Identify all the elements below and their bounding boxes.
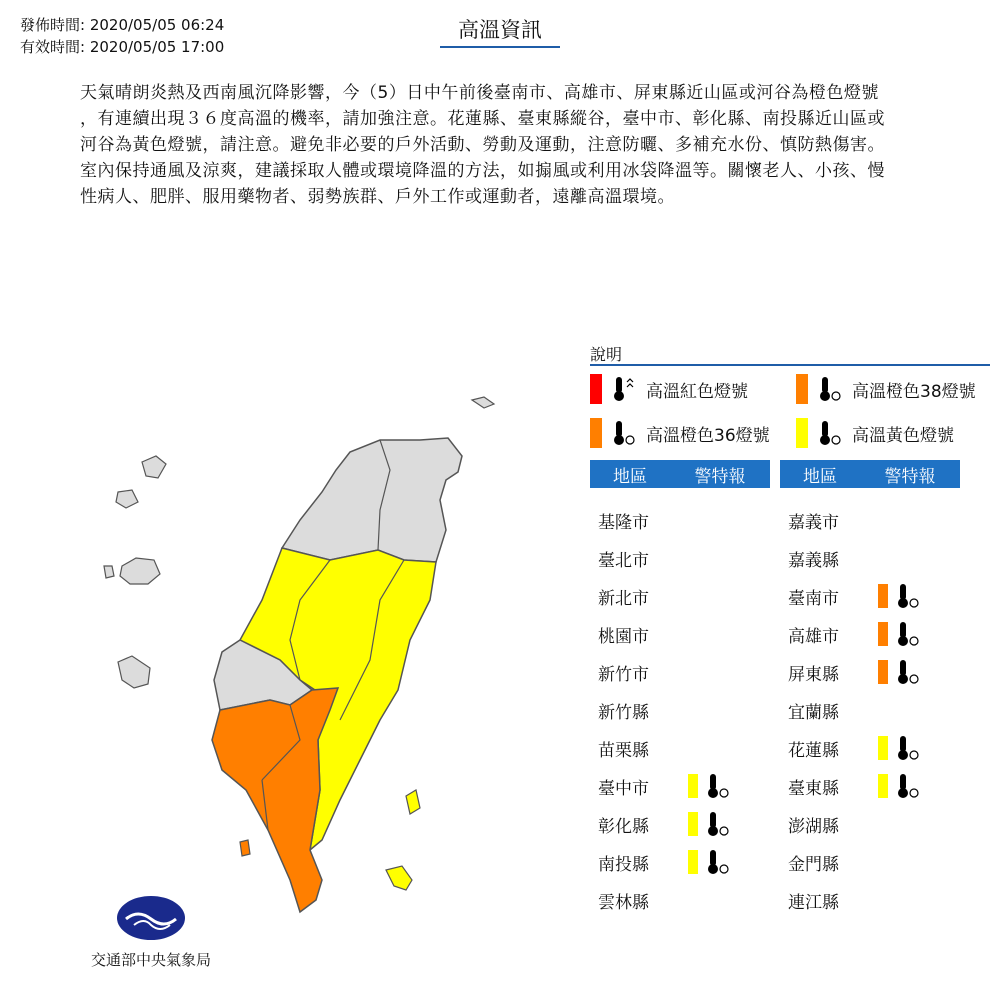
- page-title: 高溫資訊: [440, 14, 560, 48]
- agency-logo: [86, 895, 216, 970]
- region-name: 新竹市: [598, 664, 649, 685]
- legend-label: 高溫紅色燈號: [646, 381, 748, 402]
- table-row: [598, 657, 688, 687]
- table-row: [598, 733, 688, 763]
- legend-swatch: [796, 374, 808, 404]
- thermometer-icon: [894, 733, 922, 763]
- thermometer-icon: [704, 847, 732, 877]
- table-row: [788, 695, 878, 725]
- region-name: 新竹縣: [598, 702, 649, 723]
- thermometer-icon: [894, 619, 922, 649]
- island-shape: [104, 566, 114, 578]
- table-row: [598, 505, 688, 535]
- table-row: [598, 771, 732, 801]
- legend-label: 高溫橙色38燈號: [852, 381, 976, 402]
- region-name: 南投縣: [598, 854, 649, 875]
- region-name: 苗栗縣: [598, 740, 649, 761]
- col-warning-label: 警特報: [694, 466, 746, 487]
- island-shape: [472, 397, 494, 408]
- table-header-left: [590, 460, 770, 488]
- thermometer-icon: [704, 809, 732, 839]
- thermometer-icon: [816, 374, 844, 404]
- description-line: 室內保持通風及涼爽，建議採取人體或環境降溫的方法，如搧風或利用冰袋降溫等。關懷老人、小孩、慢: [80, 161, 885, 181]
- region-name: 雲林縣: [598, 892, 649, 913]
- thermometer-icon: [816, 418, 844, 448]
- warning-swatch: [878, 584, 888, 608]
- legend-swatch: [590, 418, 602, 448]
- region-name: 花蓮縣: [788, 740, 839, 761]
- agency-name: 交通部中央氣象局: [90, 951, 211, 969]
- legend-item-yellow: [796, 418, 954, 448]
- table-row: [788, 543, 878, 573]
- table-row: [598, 847, 732, 877]
- issue-meta: [20, 14, 224, 58]
- table-row: [788, 771, 922, 801]
- region-name: 嘉義市: [788, 512, 839, 533]
- island-shape: [120, 558, 160, 584]
- thermometer-icon: [610, 374, 638, 404]
- description-line: 性病人、肥胖、服用藥物者、弱勢族群、戶外工作或運動者，遠離高溫環境。: [80, 187, 675, 207]
- description-line: ，有連續出現３６度高溫的機率，請加強注意。花蓮縣、臺東縣縱谷，臺中市、彰化縣、南投縣近山區或: [80, 109, 885, 129]
- region-name: 高雄市: [788, 626, 839, 647]
- legend-item-orange38: [796, 374, 976, 404]
- legend-title: 說明: [590, 342, 990, 366]
- island-shape: [116, 490, 138, 508]
- description: [80, 80, 920, 210]
- taiwan-map: [0, 380, 560, 940]
- legend-swatch: [590, 374, 602, 404]
- region-name: 金門縣: [788, 854, 839, 875]
- table-row: [788, 809, 878, 839]
- table-row: [598, 885, 688, 915]
- description-line: 河谷為黃色燈號，請注意。避免非必要的戶外活動、勞動及運動，注意防曬、多補充水份、慎防熱傷害。: [80, 135, 885, 155]
- legend-item-red: [590, 374, 748, 404]
- warning-swatch: [878, 774, 888, 798]
- warning-swatch: [688, 774, 698, 798]
- island-orchid: [386, 866, 412, 890]
- warning-swatch: [688, 850, 698, 874]
- region-name: 臺南市: [788, 588, 839, 609]
- region-name: 澎湖縣: [788, 816, 839, 837]
- region-north: [282, 438, 462, 562]
- issue-time: 發佈時間: 2020/05/05 06:24: [20, 16, 225, 34]
- region-name: 宜蘭縣: [788, 702, 839, 723]
- description-line: 天氣晴朗炎熱及西南風沉降影響，今（5）日中午前後臺南市、高雄市、屏東縣近山區或河谷為橙色燈號: [80, 83, 879, 103]
- col-region-label: 地區: [613, 466, 647, 487]
- warning-swatch: [688, 812, 698, 836]
- region-name: 屏東縣: [788, 664, 839, 685]
- region-name: 基隆市: [598, 512, 649, 533]
- thermometer-icon: [704, 771, 732, 801]
- table-row: [598, 695, 688, 725]
- cwb-logo-icon: [116, 895, 186, 941]
- island-green: [406, 790, 420, 814]
- col-region-label: 地區: [803, 466, 837, 487]
- legend-swatch: [796, 418, 808, 448]
- table-row: [788, 657, 922, 687]
- table-row: [788, 847, 878, 877]
- region-name: 臺北市: [598, 550, 649, 571]
- region-name: 臺中市: [598, 778, 649, 799]
- table-header-right: [780, 460, 960, 488]
- table-row: [598, 809, 732, 839]
- region-name: 桃園市: [598, 626, 649, 647]
- island-liuqiu: [240, 840, 250, 856]
- table-row: [788, 733, 922, 763]
- region-name: 連江縣: [788, 892, 839, 913]
- table-row: [598, 543, 688, 573]
- warning-swatch: [878, 736, 888, 760]
- warning-swatch: [878, 622, 888, 646]
- island-shape: [118, 656, 150, 688]
- valid-time: 有效時間: 2020/05/05 17:00: [20, 38, 225, 56]
- thermometer-icon: [610, 418, 638, 448]
- table-row: [598, 581, 688, 611]
- island-shape: [142, 456, 166, 478]
- thermometer-icon: [894, 771, 922, 801]
- thermometer-icon: [894, 657, 922, 687]
- region-name: 新北市: [598, 588, 649, 609]
- warning-swatch: [878, 660, 888, 684]
- table-row: [788, 505, 878, 535]
- region-name: 嘉義縣: [788, 550, 839, 571]
- table-row: [788, 885, 878, 915]
- col-warning-label: 警特報: [884, 466, 936, 487]
- thermometer-icon: [894, 581, 922, 611]
- legend-item-orange36: [590, 418, 770, 448]
- region-name: 彰化縣: [598, 816, 649, 837]
- region-name: 臺東縣: [788, 778, 839, 799]
- table-row: [598, 619, 688, 649]
- legend-label: 高溫黃色燈號: [852, 425, 954, 446]
- table-row: [788, 581, 922, 611]
- table-row: [788, 619, 922, 649]
- legend-label: 高溫橙色36燈號: [646, 425, 770, 446]
